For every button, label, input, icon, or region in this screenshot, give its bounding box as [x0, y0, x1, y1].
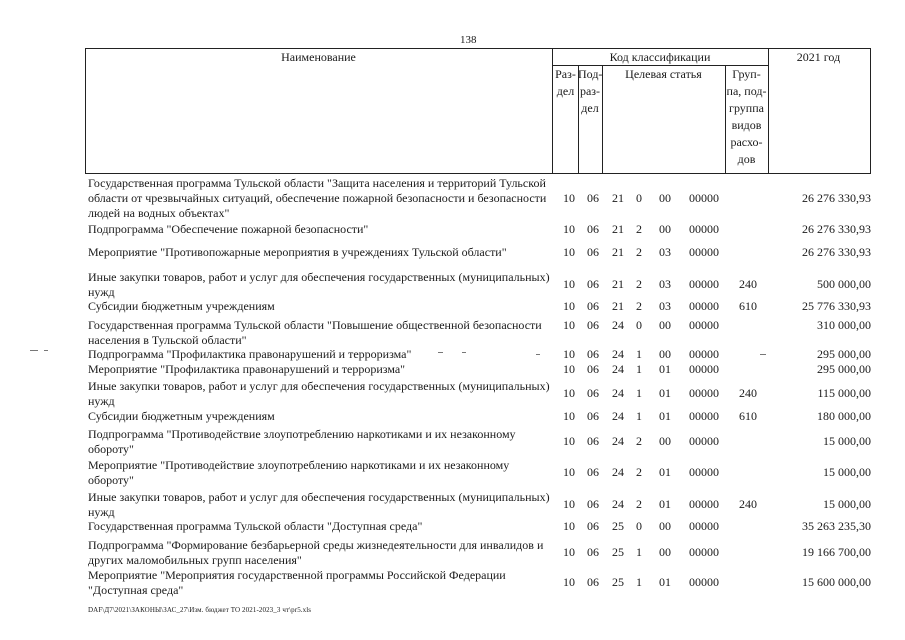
row-name: Подпрограмма "Противодействие злоупотреблению наркотиками и их незаконному обороту": [88, 427, 516, 456]
direction-code-cell: 00000: [689, 222, 719, 236]
subprogram-code-cell: 1: [636, 386, 642, 400]
scan-mark: [536, 354, 540, 355]
podrazdel-cell: 06: [587, 409, 599, 423]
podrazdel-cell: 06: [587, 245, 599, 259]
page-number: 138: [460, 34, 477, 46]
event-code-cell: 00: [659, 191, 671, 205]
header-target: Целевая статья: [625, 67, 702, 81]
event-code-cell: 00: [659, 222, 671, 236]
direction-code-cell: 00000: [689, 347, 719, 361]
program-code-cell: 25: [612, 519, 624, 533]
direction-code-cell: 00000: [689, 575, 719, 589]
razdel-cell: 10: [563, 347, 575, 361]
amount-cell: 295 000,00: [817, 362, 871, 376]
subprogram-code-cell: 0: [636, 191, 642, 205]
razdel-cell: 10: [563, 575, 575, 589]
razdel-cell: 10: [563, 245, 575, 259]
event-code-cell: 00: [659, 318, 671, 332]
amount-cell: 15 000,00: [823, 465, 871, 479]
program-code-cell: 25: [612, 575, 624, 589]
row-name: Мероприятие "Противодействие злоупотреблению наркотиками и их незаконному обороту": [88, 458, 510, 487]
header-razdel: Раз- дел: [555, 67, 576, 98]
header-name: Наименование: [281, 50, 356, 64]
razdel-cell: 10: [563, 519, 575, 533]
row-name: Мероприятие "Профилактика правонарушений и терроризма": [88, 362, 406, 376]
row-name: Государственная программа Тульской области "Защита населения и территорий Тульской области от чрезвычайных ситуаций, обеспечение пожарной безопасности и безопасности людей на водных объектах": [88, 176, 547, 220]
row-name: Государственная программа Тульской области "Повышение общественной безопасности населения в Тульской области": [88, 318, 542, 347]
amount-cell: 500 000,00: [817, 277, 871, 291]
subprogram-code-cell: 0: [636, 519, 642, 533]
row-name: Субсидии бюджетным учреждениям: [88, 409, 275, 423]
expense-type-cell: 240: [739, 277, 757, 291]
scan-mark: [30, 350, 38, 351]
direction-code-cell: 00000: [689, 386, 719, 400]
row-name: Подпрограмма "Профилактика правонарушений и терроризма": [88, 347, 412, 361]
header-year: 2021 год: [796, 50, 841, 64]
direction-code-cell: 00000: [689, 465, 719, 479]
event-code-cell: 01: [659, 497, 671, 511]
program-code-cell: 24: [612, 497, 624, 511]
podrazdel-cell: 06: [587, 362, 599, 376]
program-code-cell: 21: [612, 277, 624, 291]
razdel-cell: 10: [563, 434, 575, 448]
amount-cell: 15 600 000,00: [802, 575, 871, 589]
subprogram-code-cell: 1: [636, 362, 642, 376]
podrazdel-cell: 06: [587, 299, 599, 313]
amount-cell: 15 000,00: [823, 497, 871, 511]
razdel-cell: 10: [563, 299, 575, 313]
direction-code-cell: 00000: [689, 545, 719, 559]
subprogram-code-cell: 2: [636, 245, 642, 259]
subprogram-code-cell: 2: [636, 497, 642, 511]
amount-cell: 310 000,00: [817, 318, 871, 332]
razdel-cell: 10: [563, 497, 575, 511]
expense-type-cell: 610: [739, 409, 757, 423]
row-name: Подпрограмма "Формирование безбарьерной среды жизнедеятельности для инвалидов и других маломобильных групп населения": [88, 538, 544, 567]
row-name: Государственная программа Тульской области "Доступная среда": [88, 519, 423, 533]
program-code-cell: 21: [612, 222, 624, 236]
direction-code-cell: 00000: [689, 362, 719, 376]
amount-cell: 19 166 700,00: [802, 545, 871, 559]
expense-type-cell: 240: [739, 386, 757, 400]
direction-code-cell: 00000: [689, 497, 719, 511]
razdel-cell: 10: [563, 465, 575, 479]
expense-type-cell: 610: [739, 299, 757, 313]
razdel-cell: 10: [563, 409, 575, 423]
event-code-cell: 03: [659, 299, 671, 313]
direction-code-cell: 00000: [689, 299, 719, 313]
podrazdel-cell: 06: [587, 277, 599, 291]
amount-cell: 26 276 330,93: [802, 245, 871, 259]
event-code-cell: 03: [659, 277, 671, 291]
podrazdel-cell: 06: [587, 545, 599, 559]
razdel-cell: 10: [563, 386, 575, 400]
program-code-cell: 21: [612, 299, 624, 313]
event-code-cell: 01: [659, 386, 671, 400]
podrazdel-cell: 06: [587, 575, 599, 589]
subprogram-code-cell: 0: [636, 318, 642, 332]
amount-cell: 25 776 330,93: [802, 299, 871, 313]
row-name: Мероприятие "Мероприятия государственной программы Российской Федерации "Доступная среда": [88, 568, 506, 597]
direction-code-cell: 00000: [689, 434, 719, 448]
podrazdel-cell: 06: [587, 497, 599, 511]
scan-mark: [760, 354, 766, 355]
program-code-cell: 25: [612, 545, 624, 559]
amount-cell: 180 000,00: [817, 409, 871, 423]
podrazdel-cell: 06: [587, 347, 599, 361]
file-path-footer: DAF\Д7\2021\ЗАКОНЫ\ЗАС_27\Изм. бюджет ТО 2021-2023_3 чт\pr5.xls: [88, 606, 312, 614]
direction-code-cell: 00000: [689, 409, 719, 423]
program-code-cell: 24: [612, 465, 624, 479]
program-code-cell: 21: [612, 191, 624, 205]
event-code-cell: 01: [659, 465, 671, 479]
program-code-cell: 24: [612, 347, 624, 361]
row-name: Иные закупки товаров, работ и услуг для обеспечения государственных (муниципальных) нужд: [88, 270, 550, 299]
program-code-cell: 24: [612, 434, 624, 448]
podrazdel-cell: 06: [587, 318, 599, 332]
subprogram-code-cell: 1: [636, 347, 642, 361]
event-code-cell: 00: [659, 347, 671, 361]
header-vid: Груп- па, под- группа видов расхо- дов: [726, 67, 767, 166]
subprogram-code-cell: 1: [636, 575, 642, 589]
razdel-cell: 10: [563, 222, 575, 236]
program-code-cell: 21: [612, 245, 624, 259]
direction-code-cell: 00000: [689, 245, 719, 259]
event-code-cell: 01: [659, 409, 671, 423]
podrazdel-cell: 06: [587, 386, 599, 400]
subprogram-code-cell: 1: [636, 545, 642, 559]
subprogram-code-cell: 2: [636, 434, 642, 448]
direction-code-cell: 00000: [689, 191, 719, 205]
direction-code-cell: 00000: [689, 277, 719, 291]
program-code-cell: 24: [612, 409, 624, 423]
row-name: Иные закупки товаров, работ и услуг для обеспечения государственных (муниципальных) нужд: [88, 490, 550, 519]
razdel-cell: 10: [563, 362, 575, 376]
subprogram-code-cell: 2: [636, 465, 642, 479]
row-name: Иные закупки товаров, работ и услуг для обеспечения государственных (муниципальных) нужд: [88, 379, 550, 408]
expense-type-cell: 240: [739, 497, 757, 511]
amount-cell: 26 276 330,93: [802, 222, 871, 236]
podrazdel-cell: 06: [587, 465, 599, 479]
header-podrazdel: Под- раз- дел: [578, 67, 603, 115]
subprogram-code-cell: 2: [636, 222, 642, 236]
row-name: Подпрограмма "Обеспечение пожарной безопасности": [88, 222, 369, 236]
subprogram-code-cell: 2: [636, 277, 642, 291]
header-classification: Код классификации: [609, 50, 711, 64]
program-code-cell: 24: [612, 318, 624, 332]
row-name: Субсидии бюджетным учреждениям: [88, 299, 275, 313]
scan-mark: [438, 352, 443, 353]
podrazdel-cell: 06: [587, 519, 599, 533]
row-name: Мероприятие "Противопожарные мероприятия в учреждениях Тульской области": [88, 245, 507, 259]
razdel-cell: 10: [563, 545, 575, 559]
event-code-cell: 00: [659, 545, 671, 559]
razdel-cell: 10: [563, 318, 575, 332]
amount-cell: 15 000,00: [823, 434, 871, 448]
podrazdel-cell: 06: [587, 434, 599, 448]
event-code-cell: 01: [659, 362, 671, 376]
podrazdel-cell: 06: [587, 222, 599, 236]
amount-cell: 295 000,00: [817, 347, 871, 361]
event-code-cell: 03: [659, 245, 671, 259]
scan-mark: [462, 352, 466, 353]
razdel-cell: 10: [563, 191, 575, 205]
direction-code-cell: 00000: [689, 519, 719, 533]
subprogram-code-cell: 1: [636, 409, 642, 423]
event-code-cell: 00: [659, 519, 671, 533]
event-code-cell: 01: [659, 575, 671, 589]
event-code-cell: 00: [659, 434, 671, 448]
razdel-cell: 10: [563, 277, 575, 291]
scan-mark: [44, 350, 48, 351]
program-code-cell: 24: [612, 362, 624, 376]
amount-cell: 35 263 235,30: [802, 519, 871, 533]
podrazdel-cell: 06: [587, 191, 599, 205]
direction-code-cell: 00000: [689, 318, 719, 332]
program-code-cell: 24: [612, 386, 624, 400]
subprogram-code-cell: 2: [636, 299, 642, 313]
amount-cell: 115 000,00: [817, 386, 871, 400]
amount-cell: 26 276 330,93: [802, 191, 871, 205]
